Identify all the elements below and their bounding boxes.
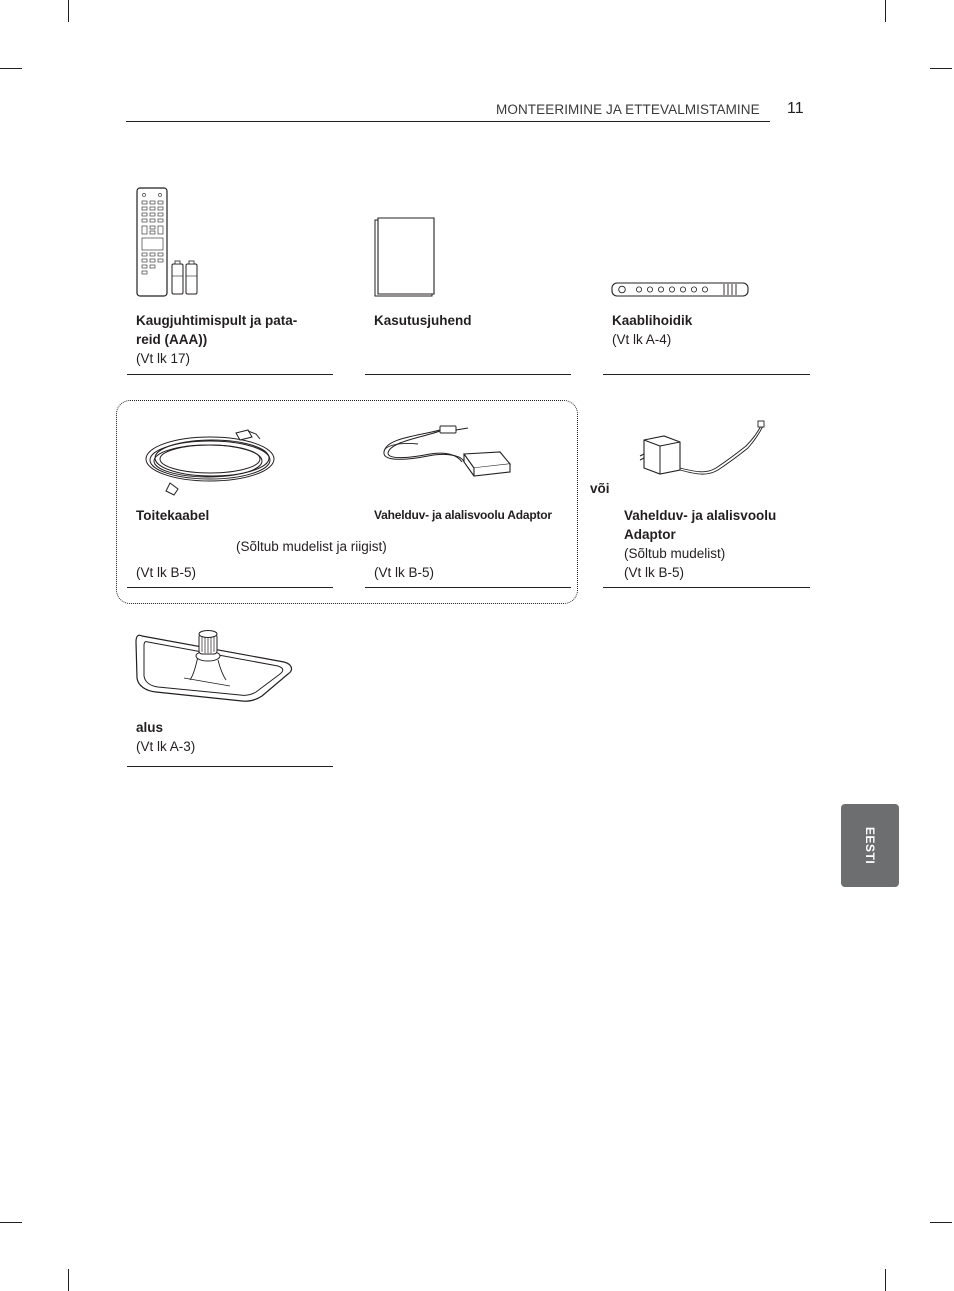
manual-title: Kasutusjuhend xyxy=(374,313,472,328)
power-cord-illustration xyxy=(140,425,282,497)
adapter-a-title: Vahelduv- ja alalisvoolu Adaptor xyxy=(374,508,552,522)
adapter-b-page-ref: (Vt lk B-5) xyxy=(624,565,685,580)
item-divider xyxy=(365,587,571,588)
crop-mark xyxy=(885,0,886,22)
crop-mark xyxy=(0,1222,22,1223)
adapter-a-page-ref: (Vt lk B-5) xyxy=(374,565,435,580)
remote-title-line1: Kaugjuhtimispult ja pata- xyxy=(136,313,298,328)
item-divider xyxy=(127,766,333,767)
item-divider xyxy=(603,374,810,375)
stand-base-illustration xyxy=(134,626,294,704)
wall-adapter-illustration xyxy=(636,418,766,490)
language-tab-label: EESTI xyxy=(863,826,877,865)
header-divider xyxy=(126,121,770,122)
group-model-note: (Sõltub mudelist ja riigist) xyxy=(236,539,387,554)
ac-dc-adapter-illustration xyxy=(378,416,516,486)
item-divider xyxy=(127,587,333,588)
cable-holder-illustration xyxy=(610,281,752,299)
adapter-b-title-line1: Vahelduv- ja alalisvoolu xyxy=(624,508,777,523)
crop-mark xyxy=(885,1269,886,1291)
adapter-b-title-line2: Adaptor xyxy=(624,527,676,542)
item-divider xyxy=(603,587,810,588)
section-title: MONTEERIMINE JA ETTEVALMISTAMINE xyxy=(496,102,760,117)
remote-title-line2: reid (AAA)) xyxy=(136,332,208,347)
or-label: või xyxy=(590,481,610,496)
stand-title: alus xyxy=(136,720,164,735)
stand-page-ref: (Vt lk A-3) xyxy=(136,739,196,754)
manual-illustration xyxy=(372,216,438,298)
adapter-b-note: (Sõltub mudelist) xyxy=(624,546,726,561)
remote-control-illustration xyxy=(134,186,200,298)
crop-mark xyxy=(68,1269,69,1291)
remote-page-ref: (Vt lk 17) xyxy=(136,351,191,366)
crop-mark xyxy=(930,1222,952,1223)
cable-holder-title: Kaablihoidik xyxy=(612,313,693,328)
item-divider xyxy=(365,374,571,375)
crop-mark xyxy=(68,0,69,22)
page-number: 11 xyxy=(787,100,804,117)
power-cord-page-ref: (Vt lk B-5) xyxy=(136,565,197,580)
item-divider xyxy=(127,374,333,375)
crop-mark xyxy=(0,68,22,69)
language-tab xyxy=(841,804,899,887)
power-cord-title: Toitekaabel xyxy=(136,508,210,523)
crop-mark xyxy=(930,68,952,69)
cable-holder-page-ref: (Vt lk A-4) xyxy=(612,332,672,347)
